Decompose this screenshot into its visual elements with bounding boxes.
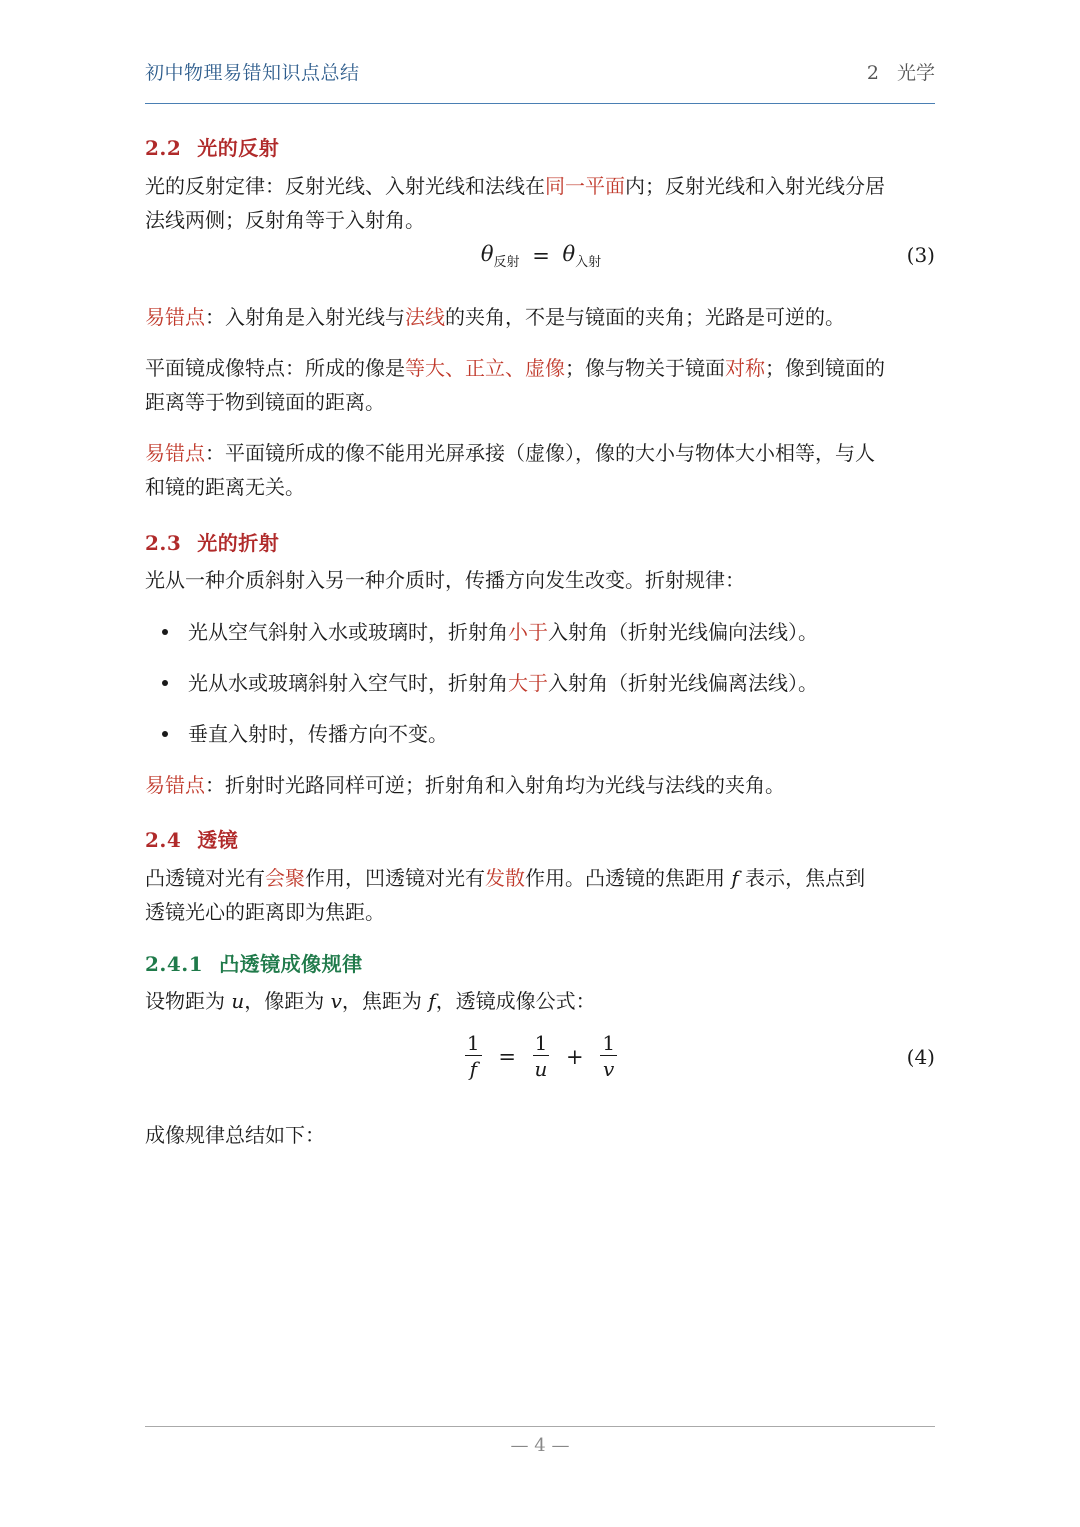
fraction-1-over-f: $\frac{1}{f}$ [466,1031,480,1081]
error-label: 易错点 [145,441,205,465]
footer-rule [145,1426,935,1427]
equation-3: $\theta_{反射} = \theta_{入射}$ [480,242,602,270]
reflection-law-paragraph: 光的反射定律：反射光线、入射光线和法线在同一平面内；反射光线和入射光线分居 法线两侧；反射角等于入射角。 [145,174,885,232]
section-heading-2-4 [145,824,238,853]
plane-mirror-paragraph: 平面镜成像特点：所成的像是等大、正立、虚像；像与物关于镜面对称；像到镜面的 距离等于物到镜面的距离。 [145,356,885,414]
section-number: 2.2 [145,136,182,160]
highlight-text: 法线 [405,305,445,329]
highlight-text: 发散 [485,866,525,890]
subsection-heading-2-4-1 [145,948,363,977]
error-point-2: 易错点：平面镜所成的像不能用光屏承接（虚像），像的大小与物体大小相等，与人 和镜的距离无关。 [145,441,875,499]
section-heading-2-2 [145,132,279,161]
highlight-text: 小于 [508,620,548,644]
highlight-text: 等大、正立、虚像 [405,356,565,380]
section-title: 光的反射 [197,136,280,160]
equation-number-4: (4) [906,1045,935,1069]
summary-line: 成像规律总结如下： [145,1123,325,1147]
math-variable: v [330,989,342,1013]
list-item: 光从水或玻璃斜射入空气时，折射角大于入射角（折射光线偏离法线）。 [162,666,818,700]
math-variable: f [731,866,739,890]
chapter-number: 2 [866,62,879,84]
running-header-title: 初中物理易错知识点总结 [145,62,360,84]
highlight-text: 对称 [725,356,765,380]
math-variable: f [428,989,436,1013]
section-number: 2.4.1 [145,952,204,976]
list-item: 光从空气斜射入水或玻璃时，折射角小于入射角（折射光线偏向法线）。 [162,615,818,649]
section-number: 2.3 [145,531,182,555]
math-variable: u [231,989,245,1013]
equation-number-3: (3) [906,243,935,267]
equation-4: $\frac{1}{f}$ = $\frac{1}{u}$ + $\frac{1}{v}$ [466,1031,616,1081]
bullet-icon [162,731,168,737]
running-header-chapter [867,58,935,85]
highlight-text: 大于 [508,671,548,695]
lens-formula-intro: 设物距为 u，像距为 v，焦距为 f，透镜成像公式： [145,989,596,1013]
highlight-text: 会聚 [265,866,305,890]
fraction-1-over-u: $\frac{1}{u}$ [534,1031,548,1081]
bullet-icon [162,629,168,635]
error-label: 易错点 [145,305,205,329]
section-title: 透镜 [197,828,239,852]
refraction-intro: 光从一种介质斜射入另一种介质时，传播方向发生改变。折射规律： [145,568,745,592]
error-point-1: 易错点：入射角是入射光线与法线的夹角，不是与镜面的夹角；光路是可逆的。 [145,305,845,329]
error-label: 易错点 [145,773,205,797]
lens-paragraph: 凸透镜对光有会聚作用，凹透镜对光有发散作用。凸透镜的焦距用 f 表示，焦点到 透镜光心的距离即为焦距。 [145,866,866,924]
bullet-icon [162,680,168,686]
fraction-1-over-v: $\frac{1}{v}$ [602,1031,616,1081]
list-item: 垂直入射时，传播方向不变。 [162,717,448,751]
page-number: — 4 — [510,1435,570,1456]
section-title: 光的折射 [197,531,280,555]
section-title: 凸透镜成像规律 [219,952,363,976]
header-rule [145,103,935,104]
section-number: 2.4 [145,828,182,852]
highlight-text: 同一平面 [545,174,625,198]
section-heading-2-3 [145,527,279,556]
error-point-3: 易错点：折射时光路同样可逆；折射角和入射角均为光线与法线的夹角。 [145,773,785,797]
chapter-name: 光学 [896,62,935,84]
